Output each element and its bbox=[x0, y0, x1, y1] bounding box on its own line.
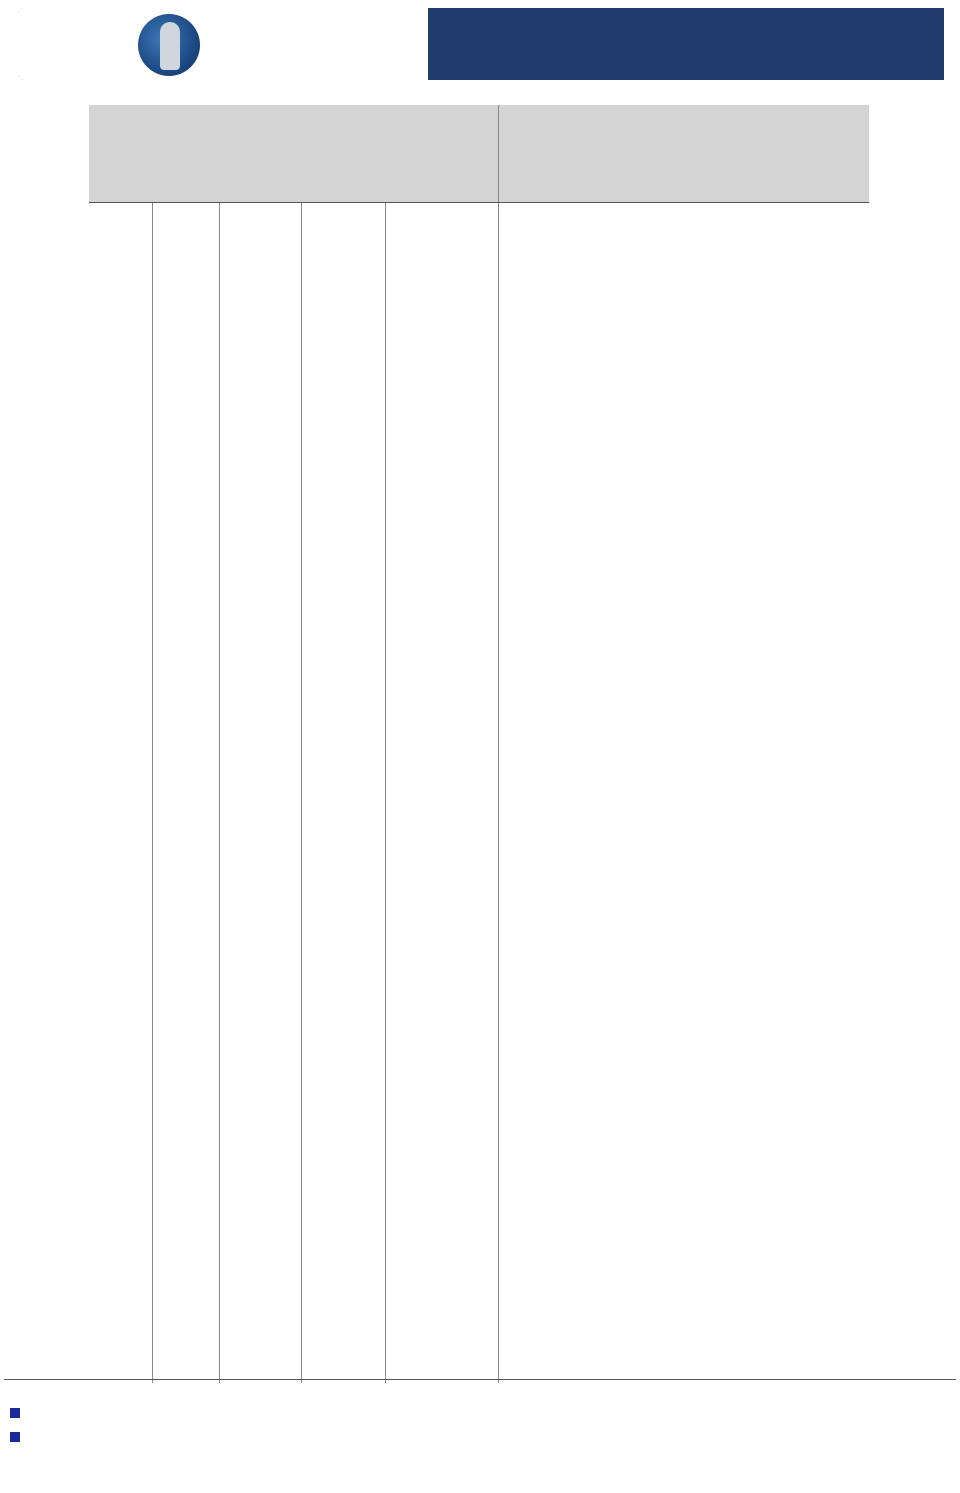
footer-address-larisa bbox=[6, 1430, 23, 1444]
header-col-subcategories bbox=[301, 105, 386, 202]
header-col-national bbox=[385, 105, 499, 202]
phone-icon bbox=[10, 1408, 20, 1418]
globe-logo-icon bbox=[138, 14, 200, 76]
header-col-taxeis bbox=[152, 105, 220, 202]
header-col-categories bbox=[219, 105, 302, 202]
footer-divider bbox=[4, 1379, 956, 1380]
footer-address-thessaloniki bbox=[6, 1406, 23, 1420]
phone-icon bbox=[10, 1432, 20, 1442]
table-header bbox=[89, 105, 869, 203]
logo-area bbox=[18, 8, 428, 80]
activity-table bbox=[89, 105, 869, 203]
header-banner bbox=[18, 8, 944, 80]
header-col-description bbox=[499, 105, 869, 202]
header-col-nace bbox=[89, 105, 153, 202]
